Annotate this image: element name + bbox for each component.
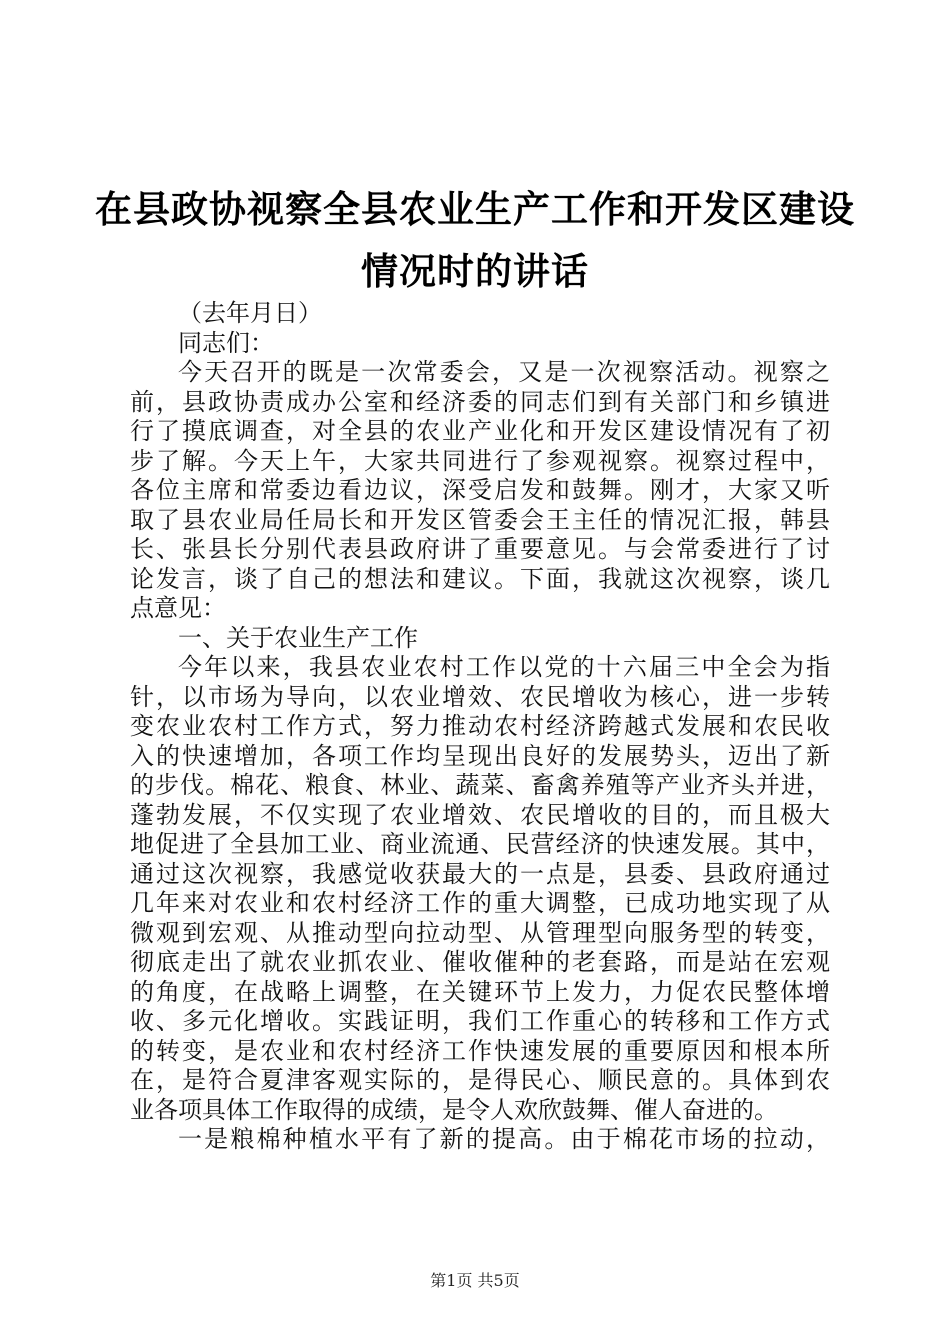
body-line: 彻底走出了就农业抓农业、催收催种的老套路，而是站在宏观 [130,948,830,976]
body-line: 收、多元化增收。实践证明，我们工作重心的转移和工作方式 [130,1007,830,1035]
body-line: 业各项具体工作取得的成绩，是令人欢欣鼓舞、催人奋进的。 [130,1095,778,1124]
body-line: 各位主席和常委边看边议，深受启发和鼓舞。刚才，大家又听 [130,476,830,504]
body-line: 针，以市场为导向，以农业增效、农民增收为核心，进一步转 [130,682,830,711]
body-line: 变农业农村工作方式，努力推动农村经济跨越式发展和农民收 [130,712,830,740]
body-line: 几年来对农业和农村经济工作的重大调整，已成功地实现了从 [130,889,830,917]
body-line: 论发言，谈了自己的想法和建议。下面，我就这次视察，谈几 [130,564,830,593]
document-body [130,299,830,1155]
body-line: 同志们： [178,328,274,357]
body-line: 一、关于农业生产工作 [178,623,418,652]
body-line: 步了解。今天上午，大家共同进行了参观视察。视察过程中， [130,446,830,475]
document-title-line-2: 情况时的讲话 [361,249,589,293]
body-line: 今天召开的既是一次常委会，又是一次视察活动。视察之 [178,358,830,386]
body-line: 的步伐。棉花、粮食、林业、蔬菜、畜禽养殖等产业齐头并进， [130,771,830,799]
document-title-line-1: 在县政协视察全县农业生产工作和开发区建设 [95,187,855,231]
body-line: 行了摸底调查，对全县的农业产业化和开发区建设情况有了初 [130,417,830,445]
body-line: 前，县政协责成办公室和经济委的同志们到有关部门和乡镇进 [130,387,830,416]
page-footer: 第1页 共5页 [430,1271,520,1290]
body-line: 在，是符合夏津客观实际的，是得民心、顺民意的。具体到农 [130,1066,830,1094]
body-line: 蓬勃发展，不仅实现了农业增效、农民增收的目的，而且极大 [130,800,830,829]
body-line: 微观到宏观、从推动型向拉动型、从管理型向服务型的转变， [130,918,830,947]
body-line: 通过这次视察，我感觉收获最大的一点是，县委、县政府通过 [130,859,830,888]
body-line: 今年以来，我县农业农村工作以党的十六届三中全会为指 [178,653,830,681]
body-line: 取了县农业局任局长和开发区管委会王主任的情况汇报，韩县 [130,505,830,534]
body-line: 的转变，是农业和农村经济工作快速发展的重要原因和根本所 [130,1036,830,1065]
body-line: 的角度，在战略上调整，在关键环节上发力，力促农民整体增 [130,977,830,1006]
body-line: 入的快速增加，各项工作均呈现出良好的发展势头，迈出了新 [130,741,830,770]
body-line: 一是粮棉种植水平有了新的提高。由于棉花市场的拉动， [178,1125,830,1153]
body-line: 长、张县长分别代表县政府讲了重要意见。与会常委进行了讨 [130,535,830,563]
body-line: 地促进了全县加工业、商业流通、民营经济的快速发展。其中， [130,830,830,858]
body-line: （去年月日） [178,299,322,327]
body-line: 点意见： [130,594,226,622]
